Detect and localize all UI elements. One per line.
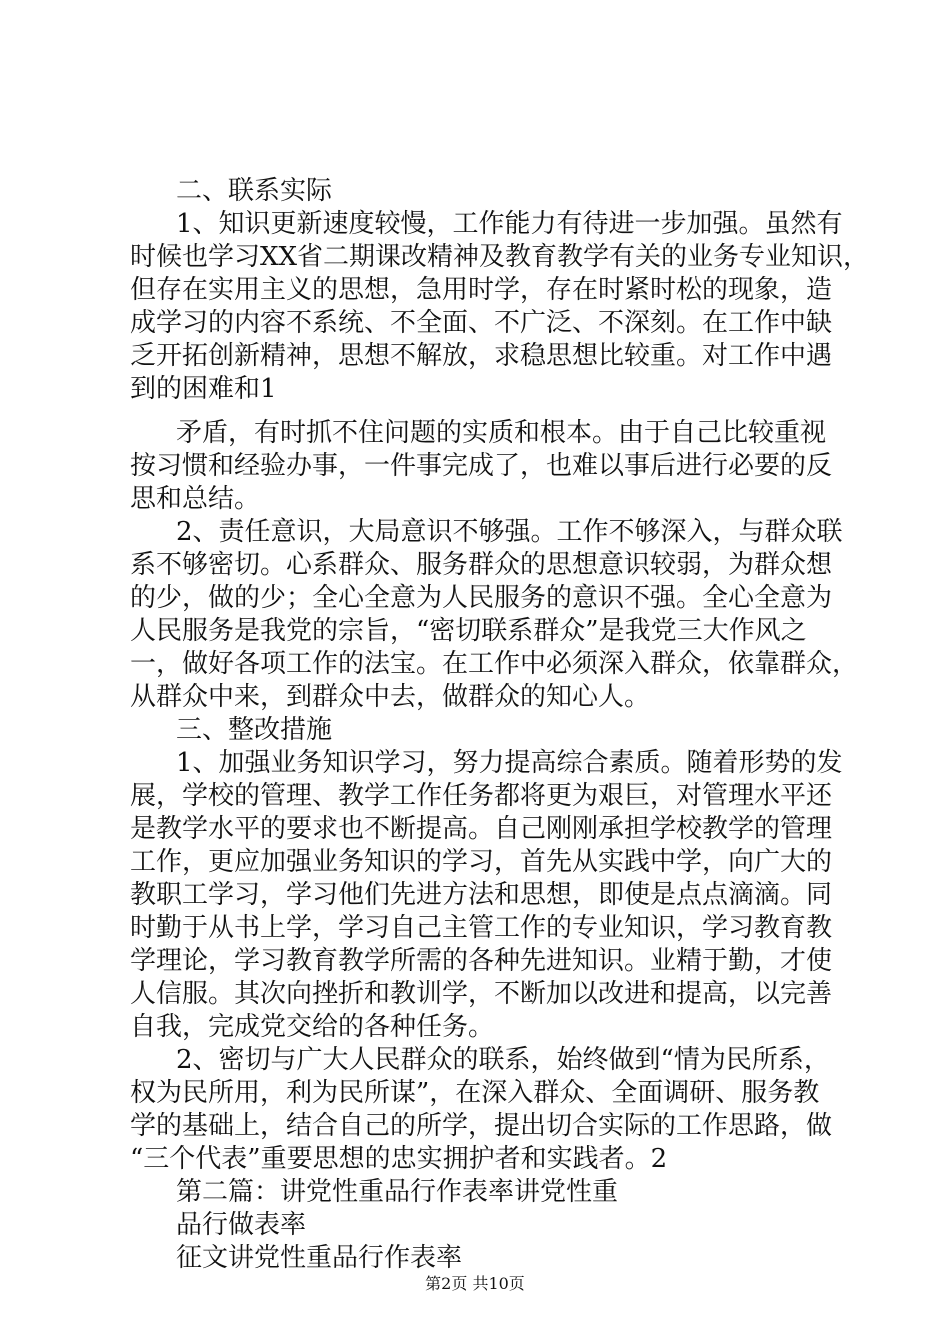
paragraph-line: 乏开拓创新精神，思想不解放，求稳思想比较重。对工作中遇 [130,341,833,371]
paragraph-line: 展，学校的管理、教学工作任务都将更为艰巨，对管理水平还 [130,781,833,811]
paragraph-line: 思和总结。 [130,484,261,514]
paragraph-line: “三个代表”重要思想的忠实拥护者和实践者。2 [130,1144,668,1174]
paragraph-line: 按习惯和经验办事，一件事完成了，也难以事后进行必要的反 [130,451,833,481]
paragraph-line: 时候也学习XX省二期课改精神及教育教学有关的业务专业知识， [130,242,870,272]
paragraph-line: 是教学水平的要求也不断提高。自己刚刚承担学校教学的管理 [130,814,833,844]
paragraph-line: 权为民所用，利为民所谋”，在深入群众、全面调研、服务教 [130,1078,820,1108]
paragraph-line: 人信服。其次向挫折和教训学，不断加以改进和提高，以完善 [130,979,833,1009]
paragraph-line: 1、加强业务知识学习，努力提高综合素质。随着形势的发 [176,748,843,778]
section-heading-zhenggai-cuoshi: 三、整改措施 [176,715,333,745]
paragraph-line: 到的困难和1 [130,374,277,404]
paragraph-line: 从群众中来，到群众中去，做群众的知心人。 [130,682,651,712]
paragraph-line: 工作，更应加强业务知识的学习，首先从实践中学，向广大的 [130,847,833,877]
paragraph-line: 自我，完成党交给的各种任务。 [130,1012,495,1042]
paragraph-line: 2、责任意识，大局意识不够强。工作不够深入，与群众联 [176,517,843,547]
paragraph-line: 矛盾，有时抓不住问题的实质和根本。由于自己比较重视 [176,418,827,448]
paragraph-line: 一，做好各项工作的法宝。在工作中必须深入群众，依靠群众， [130,649,859,679]
paragraph-line: 学的基础上，结合自己的所学，提出切合实际的工作思路，做 [130,1111,833,1141]
chapter-title-line: 品行做表率 [176,1210,307,1240]
paragraph-line: 但存在实用主义的思想，急用时学，存在时紧时松的现象，造 [130,275,833,305]
page-footer: 第2页 共10页 [425,1274,525,1293]
chapter-title-line: 征文讲党性重品行作表率 [176,1243,463,1273]
chapter-title-line: 第二篇：讲党性重品行作表率讲党性重 [176,1177,619,1207]
paragraph-line: 成学习的内容不系统、不全面、不广泛、不深刻。在工作中缺 [130,308,833,338]
paragraph-line: 人民服务是我党的宗旨，“密切联系群众”是我党三大作风之 [130,616,807,646]
paragraph-line: 时勤于从书上学，学习自己主管工作的专业知识，学习教育教 [130,913,833,943]
section-heading-lianxi-shiji: 二、联系实际 [176,176,333,206]
paragraph-line: 学理论，学习教育教学所需的各种先进知识。业精于勤，才使 [130,946,833,976]
paragraph-line: 2、密切与广大人民群众的联系，始终做到“情为民所系， [176,1045,830,1075]
paragraph-line: 1、知识更新速度较慢，工作能力有待进一步加强。虽然有 [176,209,843,239]
paragraph-line: 教职工学习，学习他们先进方法和思想，即使是点点滴滴。同 [130,880,833,910]
paragraph-line: 的少，做的少；全心全意为人民服务的意识不强。全心全意为 [130,583,833,613]
paragraph-line: 系不够密切。心系群众、服务群众的思想意识较弱，为群众想 [130,550,833,580]
